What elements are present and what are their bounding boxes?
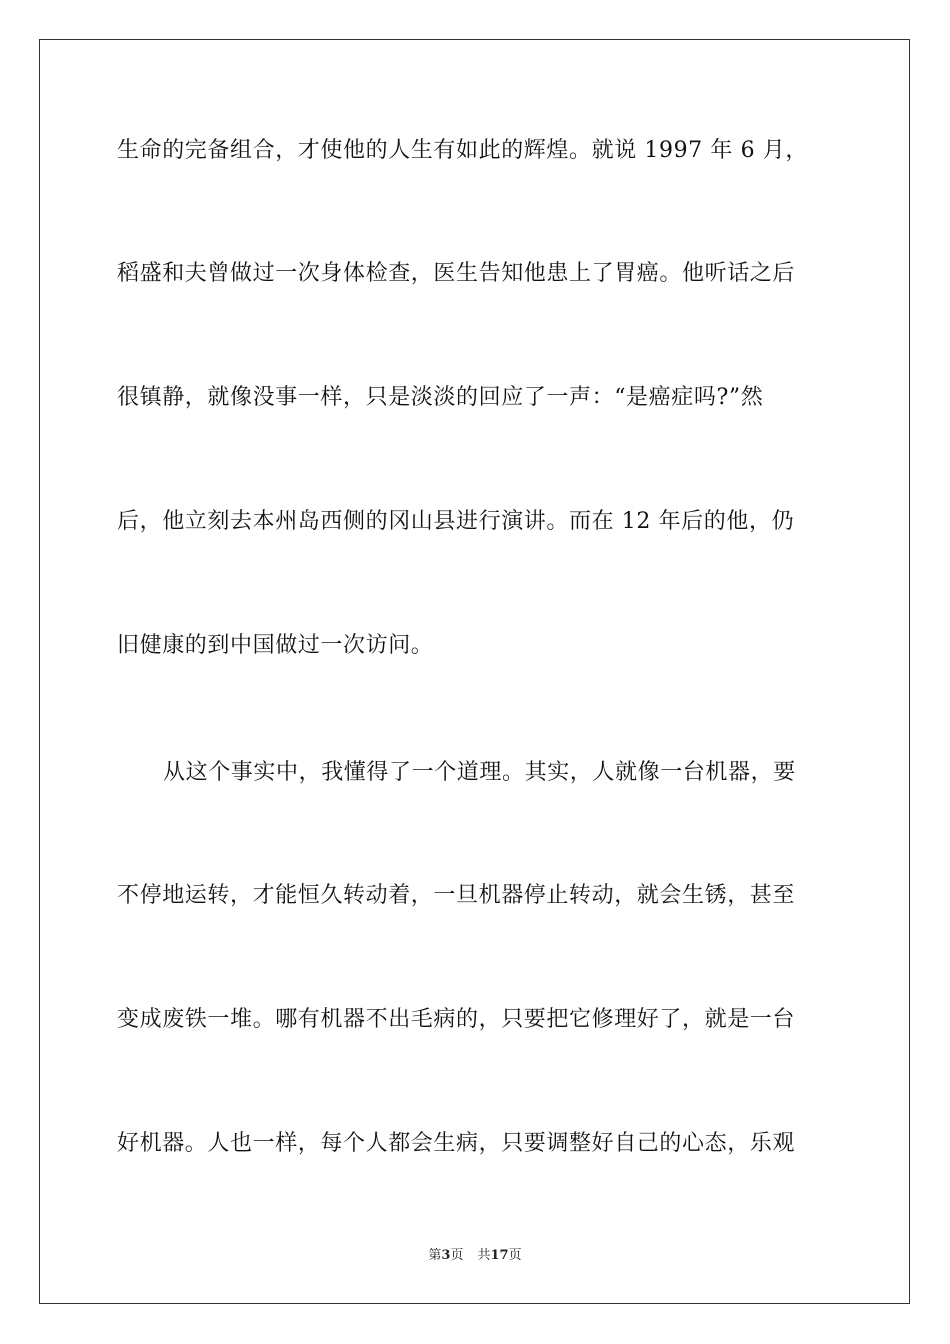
text-line-4: 后，他立刻去本州岛西侧的冈山县进行演讲。而在 12 年后的他，仍 bbox=[117, 509, 795, 534]
total-pages: 17 bbox=[490, 1248, 509, 1263]
paragraph-start-line: 从这个事实中，我懂得了一个道理。其实，人就像一台机器，要 bbox=[163, 760, 796, 785]
text-line-2: 稻盛和夫曾做过一次身体检查，医生告知他患上了胃癌。他听话之后 bbox=[117, 261, 796, 286]
text-line-5: 旧健康的到中国做过一次访问。 bbox=[117, 633, 434, 658]
text-line-1: 生命的完备组合，才使他的人生有如此的辉煌。就说 1997 年 6 月， bbox=[117, 138, 808, 163]
text-line-7: 不停地运转，才能恒久转动着，一旦机器停止转动，就会生锈，甚至 bbox=[117, 883, 796, 908]
total-suffix: 页 bbox=[508, 1248, 522, 1263]
page-border bbox=[39, 39, 910, 1304]
page-prefix: 第 bbox=[428, 1248, 442, 1263]
page-number: 3 bbox=[441, 1248, 451, 1263]
total-prefix: 共 bbox=[477, 1248, 491, 1263]
text-line-9: 好机器。人也一样，每个人都会生病，只要调整好自己的心态，乐观 bbox=[117, 1131, 796, 1156]
page-suffix: 页 bbox=[450, 1248, 464, 1263]
text-line-8: 变成废铁一堆。哪有机器不出毛病的，只要把它修理好了，就是一台 bbox=[117, 1007, 796, 1032]
page-footer bbox=[0, 1247, 950, 1265]
text-line-3: 很镇静，就像没事一样，只是淡淡的回应了一声：“是癌症吗?”然 bbox=[117, 385, 764, 410]
